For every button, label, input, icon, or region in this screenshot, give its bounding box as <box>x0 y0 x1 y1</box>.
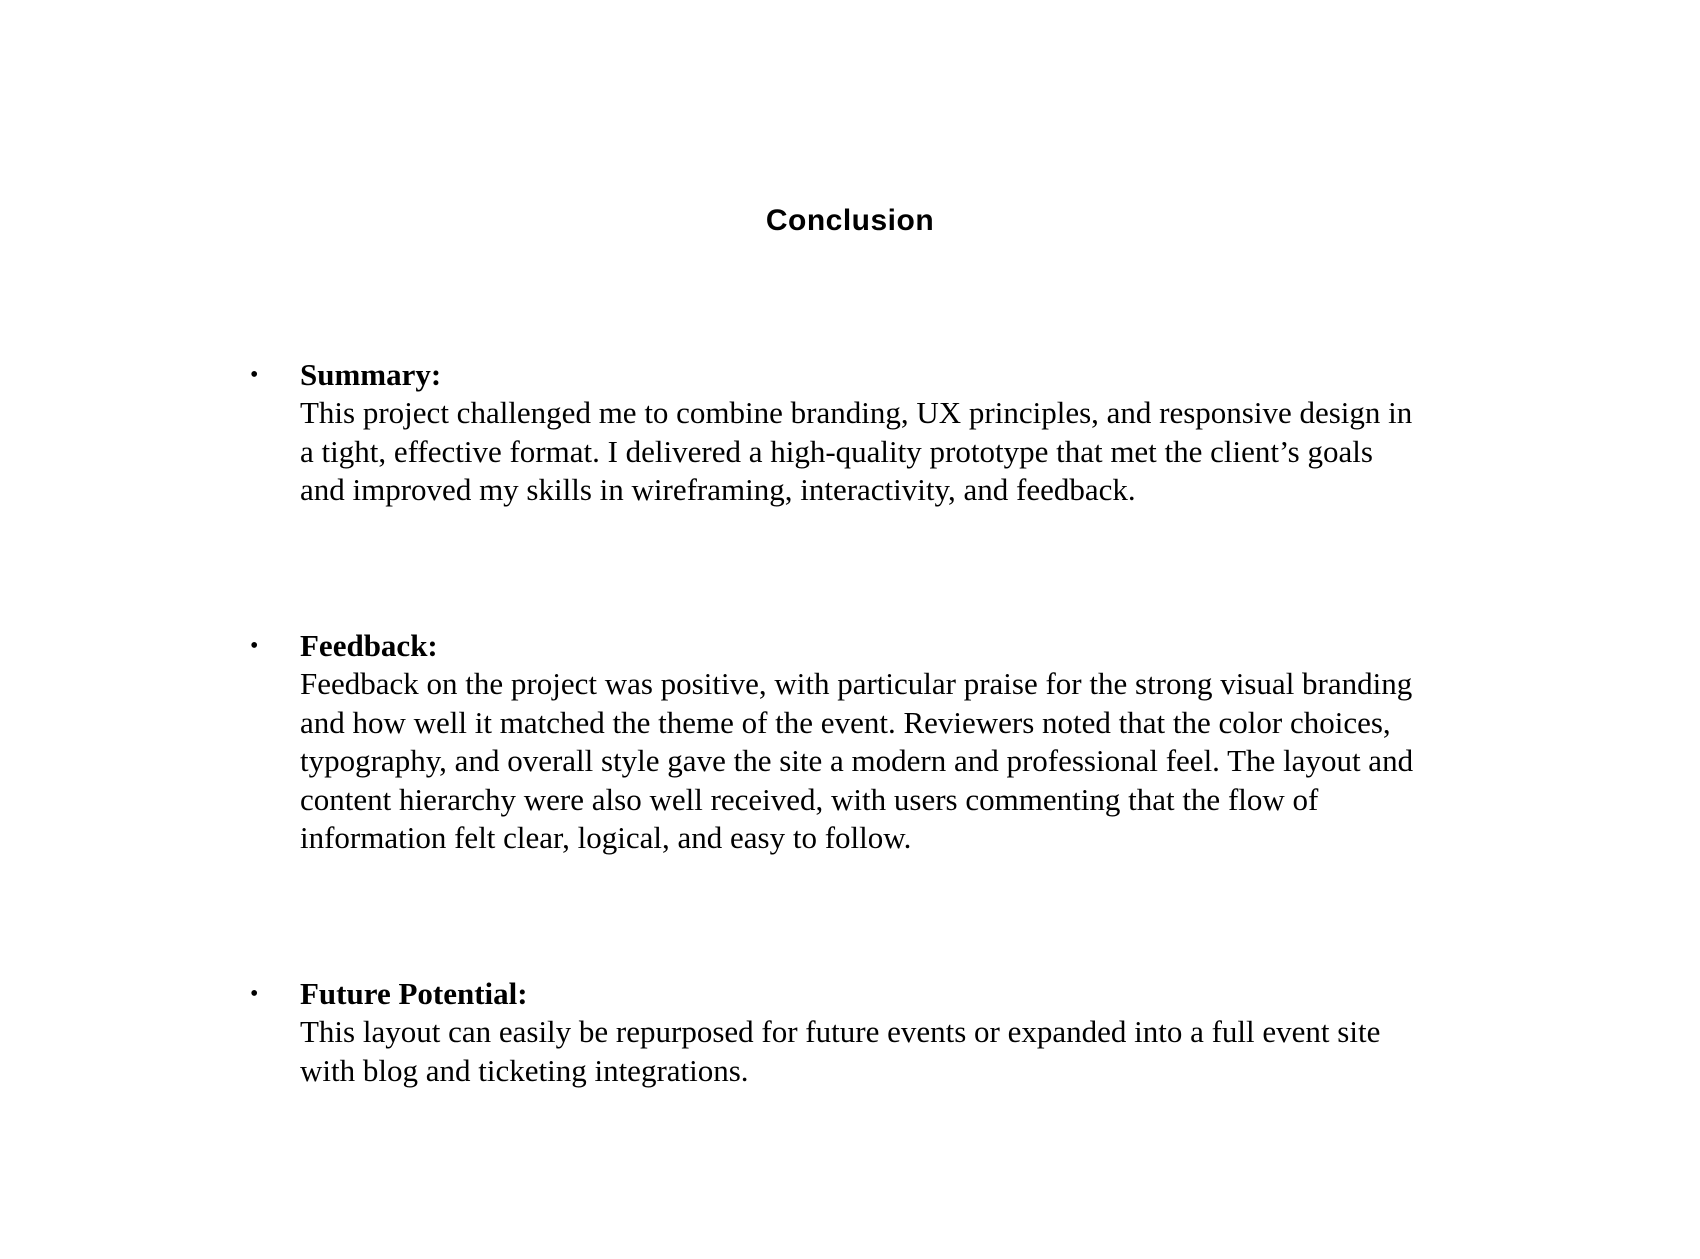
body-line: typography, and overall style gave the site a modern and professional feel. The layout and <box>300 743 1414 779</box>
bullet-icon: • <box>250 633 259 659</box>
page-title: Conclusion <box>765 204 935 237</box>
bullet-icon: • <box>250 362 259 388</box>
section-summary <box>250 356 1540 516</box>
bullet-icon: • <box>250 981 259 1007</box>
section-heading: Future Potential: <box>300 976 528 1011</box>
section-body <box>300 1013 1550 1090</box>
section-body <box>300 394 1550 509</box>
body-line: and improved my skills in wireframing, interactivity, and feedback. <box>300 472 1136 508</box>
section-feedback <box>250 627 1540 867</box>
body-line: This project challenged me to combine branding, UX principles, and responsive design in <box>300 395 1413 431</box>
section-future-potential <box>250 975 1540 1095</box>
body-line: This layout can easily be repurposed for future events or expanded into a full event site <box>300 1014 1381 1050</box>
body-line: with blog and ticketing integrations. <box>300 1052 749 1088</box>
section-body <box>300 665 1550 857</box>
body-line: content hierarchy were also well received, with users commenting that the flow of <box>300 781 1319 817</box>
body-line: Feedback on the project was positive, with particular praise for the strong visual branding <box>300 666 1413 702</box>
section-heading: Summary: <box>300 357 442 392</box>
section-heading: Feedback: <box>300 628 438 663</box>
body-line: and how well it matched the theme of the event. Reviewers noted that the color choices, <box>300 704 1391 740</box>
body-line: a tight, effective format. I delivered a high-quality prototype that met the client’s goals <box>300 433 1373 469</box>
body-line: information felt clear, logical, and easy to follow. <box>300 820 912 856</box>
